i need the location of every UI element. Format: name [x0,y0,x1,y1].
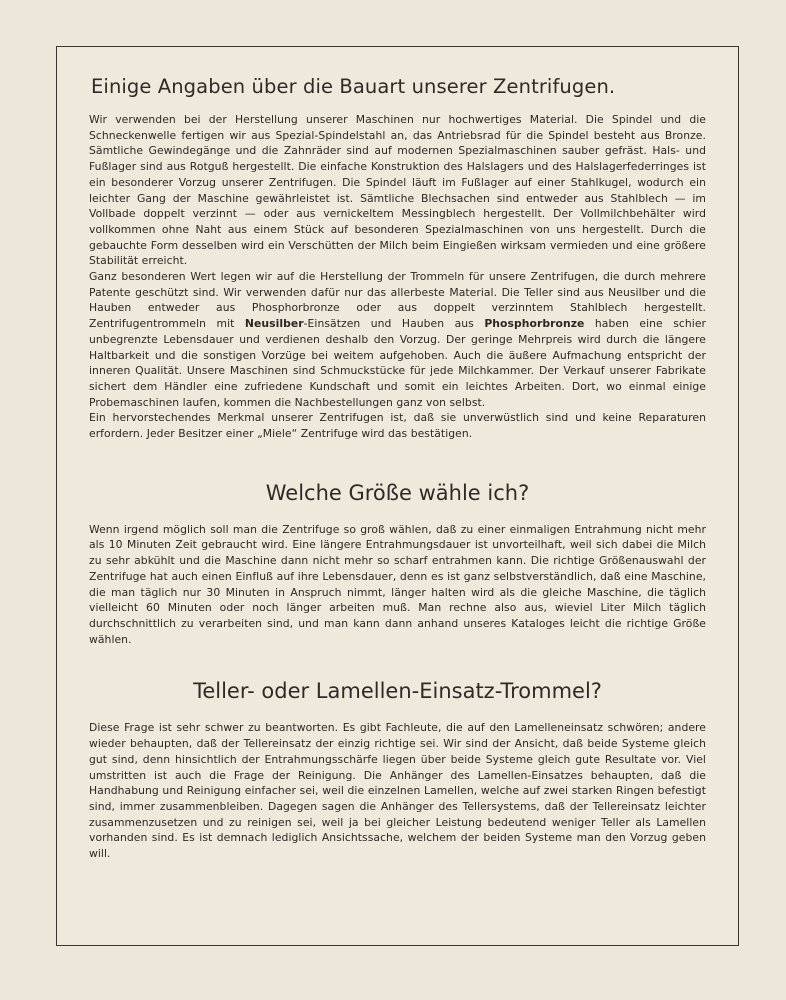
section1-paragraph-1: Wir verwenden bei der Herstellung unserer Maschinen nur hochwertiges Material. Die Spindel und die Schneckenwelle fertigen wir aus Spezial-Spindelstahl an, das Antriebsrad für die Spindel besteht aus Bronze. Sämtliche Gewindegänge und die Zahnräder sind auf modernen Spezialmaschinen sauber gefräst. Hals- und Fußlager sind aus Rotguß hergestellt. Die einfache Konstruktion des Halslagers und des Halslagerfederringes ist ein besonderer Vorzug unserer Zentrifugen. Die Spindel läuft im Fußlager auf einer Stahlkugel, wodurch ein leichter Gang der Maschine gewährleistet ist. Sämtliche Blechsachen sind entweder aus Stahlblech — im Vollbade doppelt verzinnt — oder aus vernickeltem Messingblech hergestellt. Der Vollmilchbehälter wird vollkommen ohne Naht aus einem Stück auf besonderen Spezialmaschinen von uns hergestellt. Durch die gebauchte Form desselben wird ein Verschütten der Milch beim Eingießen wirksam vermieden und eine größere Stabilität erreicht. [89,113,706,268]
section3-heading: Teller- oder Lamellen-Einsatz-Trommel? [193,679,602,704]
section1-p2-text-a: Ganz besonderen Wert legen wir auf die Herstellung der Trommeln für unsere Zentrifugen, die durch mehrere Patente geschützt sind. Wir verwenden dafür nur das allerbeste Material. Die Teller sind aus Neusilber und die Hauben entweder aus Phosphorbronze oder aus doppelt verzinntem Stahlblech hergestellt. Zentrifugentrommeln mit [89,270,706,331]
section1-p2-text-d: haben eine schier unbegrenzte Lebensdauer und verdienen deshalb den Vorzug. Der geringe Mehrpreis wird durch die längere Haltbarkeit und die sonstigen Vorzüge bei weitem aufgehoben. Auch die äußere Aufmachung entspricht der inneren Qualität. Unsere Maschinen sind Schmuckstücke für jede Milchkammer. Der Verkauf unserer Fabrikate sichert dem Händler eine zufriedene Kundschaft und somit ein leichtes Arbeiten. Dort, wo einmal einige Probemaschinen laufen, kommen die Nachbestellungen ganz von selbst. [89,317,707,409]
section1-heading: Einige Angaben über die Bauart unserer Zentrifugen. [91,75,616,98]
bold-phosphorbronze: Phosphorbronze [484,317,585,331]
section2-paragraph: Wenn irgend möglich soll man die Zentrifuge so groß wählen, daß zu einer einmaligen Entrahmung nicht mehr als 10 Minuten Zeit gebraucht wird. Eine längere Entrahmungsdauer ist unvorteilhaft, weil sich dabei die Milch zu sehr abkühlt und die Maschine dann nicht mehr so scharf entrahmen kann. Die richtige Größenauswahl der Zentrifuge hat auch einen Einfluß auf ihre Lebensdauer, denn es ist ganz selbstverständlich, daß eine Maschine, die man täglich nur 30 Minuten in Anspruch nimmt, länger halten wird als die gleiche Maschine, die täglich vielleicht 60 Minuten oder noch länger arbeiten muß. Man rechne also aus, wieviel Liter Milch täglich durchschnittlich zu verarbeiten sind, und man kann dann anhand unseres Kataloges leicht die richtige Größe wählen. [89,522,706,646]
bold-neusilber: Neusilber [244,317,304,331]
page-frame [56,46,739,946]
section1-paragraph-2 [89,269,706,410]
section1-paragraph-3: Ein hervorstechendes Merkmal unserer Zentrifugen ist, daß sie unverwüstlich sind und keine Reparaturen erfordern. Jeder Besitzer einer „Miele“ Zentrifuge wird das bestätigen. [89,411,706,441]
section2-heading: Welche Größe wähle ich? [265,480,530,505]
section3-paragraph: Diese Frage ist sehr schwer zu beantworten. Es gibt Fachleute, die auf den Lamelleneinsatz schwören; andere wieder behaupten, daß der Tellereinsatz der einzig richtige sei. Wir sind der Ansicht, daß beide Systeme gleich gut sind, denn hinsichtlich der Entrahmungsschärfe liegen über beide Systeme gleich gute Resultate vor. Viel umstritten ist auch die Frage der Reinigung. Die Anhänger des Lamellen-Einsatzes behaupten, daß die Handhabung und Reinigung einfacher sei, weil die einzelnen Lamellen, welche auf zwei starken Ringen befestigt sind, immer zusammenbleiben. Dagegen sagen die Anhänger des Tellersystems, daß der Tellereinsatz leichter zusammenzusetzen und zu reinigen sei, weil ja bei gleicher Leistung bedeutend weniger Teller als Lamellen vorhanden sind. Es ist demnach lediglich Ansichtssache, welchem der beiden Systeme man den Vorzug geben will. [89,721,706,861]
section1-p2-text-c: -Einsätzen und Hauben aus [303,317,474,331]
document-body [89,75,706,862]
